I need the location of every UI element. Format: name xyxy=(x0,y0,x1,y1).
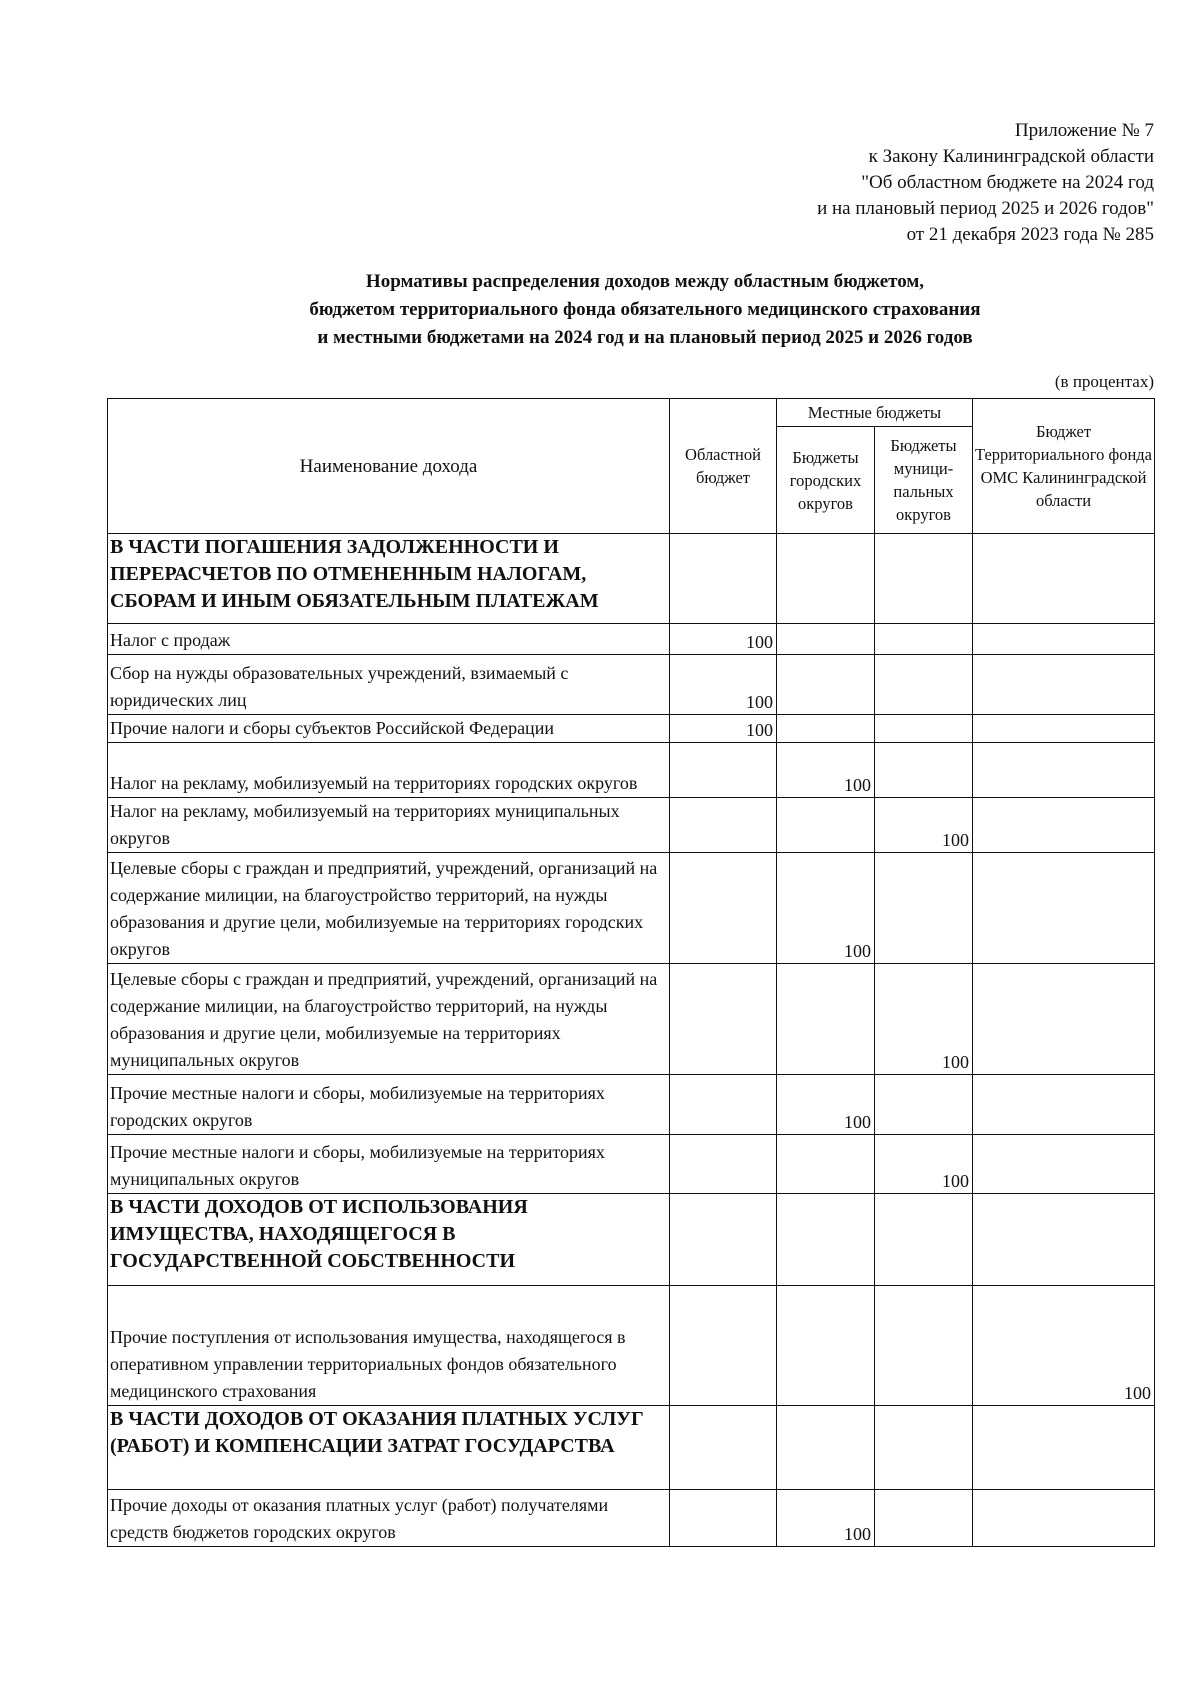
value-regional xyxy=(670,853,777,964)
value-municipal xyxy=(875,1490,973,1547)
table-row xyxy=(108,1194,1155,1286)
value-oms xyxy=(973,798,1155,853)
value-oms xyxy=(973,743,1155,798)
revenue-distribution-table xyxy=(107,398,1155,1547)
value-oms: 100 xyxy=(973,1286,1155,1406)
value-urban: 100 xyxy=(777,1075,875,1135)
value-urban xyxy=(777,1135,875,1194)
row-name: Налог на рекламу, мобилизуемый на территориях городских округов xyxy=(108,743,670,798)
value-municipal: 100 xyxy=(875,1135,973,1194)
header-name: Наименование дохода xyxy=(108,399,670,534)
value-municipal xyxy=(875,853,973,964)
value-municipal xyxy=(875,1406,973,1490)
value-municipal xyxy=(875,534,973,624)
value-municipal xyxy=(875,655,973,715)
value-urban xyxy=(777,1286,875,1406)
table-row xyxy=(108,853,1155,964)
value-oms xyxy=(973,853,1155,964)
value-municipal xyxy=(875,715,973,743)
value-municipal xyxy=(875,1075,973,1135)
value-regional xyxy=(670,1286,777,1406)
table-row xyxy=(108,964,1155,1075)
title-line: бюджетом территориального фонда обязательного медицинского страхования xyxy=(309,299,981,320)
row-name: Прочие поступления от использования имущества, находящегося в оперативном управлении территориальных фондов обязательного медицинского страхования xyxy=(108,1286,670,1406)
value-regional xyxy=(670,1075,777,1135)
title-line: Нормативы распределения доходов между областным бюджетом, xyxy=(365,271,925,292)
value-oms xyxy=(973,1075,1155,1135)
table-row xyxy=(108,1406,1155,1490)
value-regional: 100 xyxy=(670,624,777,655)
table-row xyxy=(108,534,1155,624)
value-oms xyxy=(973,1194,1155,1286)
value-urban xyxy=(777,715,875,743)
row-name: Налог с продаж xyxy=(108,624,670,655)
value-regional xyxy=(670,743,777,798)
value-oms xyxy=(973,1406,1155,1490)
annex-line: к Закону Калининградской области xyxy=(868,146,1154,167)
value-oms xyxy=(973,534,1155,624)
row-name: Целевые сборы с граждан и предприятий, учреждений, организаций на содержание милиции, на благоустройство территорий, на нужды образования и другие цели, мобилизуемые на территориях муниципальных округов xyxy=(108,964,670,1075)
table-row xyxy=(108,1286,1155,1406)
value-municipal: 100 xyxy=(875,798,973,853)
header-municipal: Бюджеты муници-пальных округов xyxy=(875,427,973,534)
value-municipal: 100 xyxy=(875,964,973,1075)
header-urban: Бюджеты городских округов xyxy=(777,427,875,534)
value-regional xyxy=(670,534,777,624)
table-row xyxy=(108,1490,1155,1547)
header-oms: Бюджет Территориального фонда ОМС Калининградской области xyxy=(973,399,1155,534)
value-municipal xyxy=(875,624,973,655)
value-urban: 100 xyxy=(777,853,875,964)
units-note: (в процентах) xyxy=(1054,372,1154,391)
table-row xyxy=(108,715,1155,743)
table-row xyxy=(108,624,1155,655)
title-line: и местными бюджетами на 2024 год и на плановый период 2025 и 2026 годов xyxy=(317,327,973,348)
value-oms xyxy=(973,655,1155,715)
annex-line: и на плановый период 2025 и 2026 годов" xyxy=(817,198,1154,219)
value-urban xyxy=(777,1406,875,1490)
value-regional xyxy=(670,1490,777,1547)
value-urban xyxy=(777,798,875,853)
value-oms xyxy=(973,964,1155,1075)
table-row xyxy=(108,798,1155,853)
row-name: Целевые сборы с граждан и предприятий, учреждений, организаций на содержание милиции, на благоустройство территорий, на нужды образования и другие цели, мобилизуемые на территориях городских округов xyxy=(108,853,670,964)
value-urban xyxy=(777,1194,875,1286)
value-municipal xyxy=(875,743,973,798)
value-regional xyxy=(670,1194,777,1286)
annex-line: от 21 декабря 2023 года № 285 xyxy=(906,224,1154,245)
value-urban xyxy=(777,655,875,715)
value-oms xyxy=(973,715,1155,743)
table-row xyxy=(108,655,1155,715)
value-regional xyxy=(670,1135,777,1194)
row-name: Прочие местные налоги и сборы, мобилизуемые на территориях городских округов xyxy=(108,1075,670,1135)
table-row xyxy=(108,743,1155,798)
value-municipal xyxy=(875,1194,973,1286)
row-name: Прочие доходы от оказания платных услуг (работ) получателями средств бюджетов городских округов xyxy=(108,1490,670,1547)
value-urban xyxy=(777,964,875,1075)
value-oms xyxy=(973,1135,1155,1194)
header-local-budgets: Местные бюджеты xyxy=(777,399,973,427)
row-name: В ЧАСТИ ПОГАШЕНИЯ ЗАДОЛЖЕННОСТИ И ПЕРЕРАСЧЕТОВ ПО ОТМЕНЕННЫМ НАЛОГАМ, СБОРАМ И ИНЫМ ОБЯЗАТЕЛЬНЫМ ПЛАТЕЖАМ xyxy=(108,534,670,624)
table-row xyxy=(108,1135,1155,1194)
value-regional xyxy=(670,1406,777,1490)
table-row xyxy=(108,1075,1155,1135)
value-regional: 100 xyxy=(670,715,777,743)
value-regional xyxy=(670,798,777,853)
row-name: В ЧАСТИ ДОХОДОВ ОТ ИСПОЛЬЗОВАНИЯ ИМУЩЕСТВА, НАХОДЯЩЕГОСЯ В ГОСУДАРСТВЕННОЙ СОБСТВЕННОСТИ xyxy=(108,1194,670,1286)
value-oms xyxy=(973,624,1155,655)
annex-block xyxy=(817,118,1154,248)
value-regional: 100 xyxy=(670,655,777,715)
value-urban xyxy=(777,624,875,655)
value-urban xyxy=(777,534,875,624)
value-municipal xyxy=(875,1286,973,1406)
value-oms xyxy=(973,1490,1155,1547)
row-name: Налог на рекламу, мобилизуемый на территориях муниципальных округов xyxy=(108,798,670,853)
value-regional xyxy=(670,964,777,1075)
row-name: Прочие местные налоги и сборы, мобилизуемые на территориях муниципальных округов xyxy=(108,1135,670,1194)
value-urban: 100 xyxy=(777,743,875,798)
header-regional: Областной бюджет xyxy=(670,399,777,534)
row-name: Прочие налоги и сборы субъектов Российской Федерации xyxy=(108,715,670,743)
value-urban: 100 xyxy=(777,1490,875,1547)
document-title xyxy=(0,268,1200,352)
annex-line: Приложение № 7 xyxy=(1014,120,1154,141)
row-name: В ЧАСТИ ДОХОДОВ ОТ ОКАЗАНИЯ ПЛАТНЫХ УСЛУГ (РАБОТ) И КОМПЕНСАЦИИ ЗАТРАТ ГОСУДАРСТВА xyxy=(108,1406,670,1490)
annex-line: "Об областном бюджете на 2024 год xyxy=(861,172,1154,193)
row-name: Сбор на нужды образовательных учреждений, взимаемый с юридических лиц xyxy=(108,655,670,715)
